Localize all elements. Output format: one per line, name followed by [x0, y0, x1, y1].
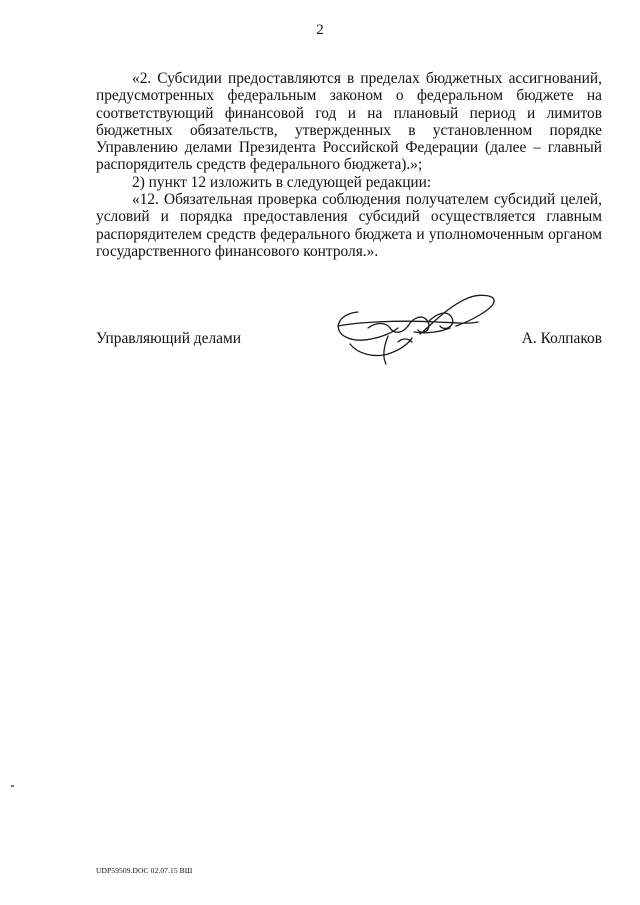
paragraph-subsidies-clause-12: «12. Обязательная проверка соблюдения получателем субсидий целей, условий и порядка предоставления субсидий осуществляется главным распорядителем средств федерального бюджета и уполномоченным органом государственного финансового контроля.». [96, 191, 602, 260]
paragraph-subsidies-clause-2: «2. Субсидии предоставляются в пределах бюджетных ассигнований, предусмотренных федеральным законом о федеральном бюджете на соответствующий финансовой год и на плановый период и лимитов бюджетных обязательств, утвержденных в установленном порядке Управлению делами Президента Российской Федерации (далее – главный распорядитель средств федерального бюджета).»; [96, 70, 602, 174]
document-code-footer: UDP59509.DOC 02.07.15 ВШ [96, 866, 193, 875]
signatory-name: А. Колпаков [521, 330, 602, 347]
signatory-position: Управляющий делами [96, 330, 241, 347]
page-number: 2 [316, 22, 324, 38]
paragraph-amendment-point-12: 2) пункт 12 изложить в следующей редакции: [132, 173, 432, 191]
scan-speck [11, 785, 14, 787]
signature-block [96, 330, 602, 354]
document-body [96, 70, 602, 260]
